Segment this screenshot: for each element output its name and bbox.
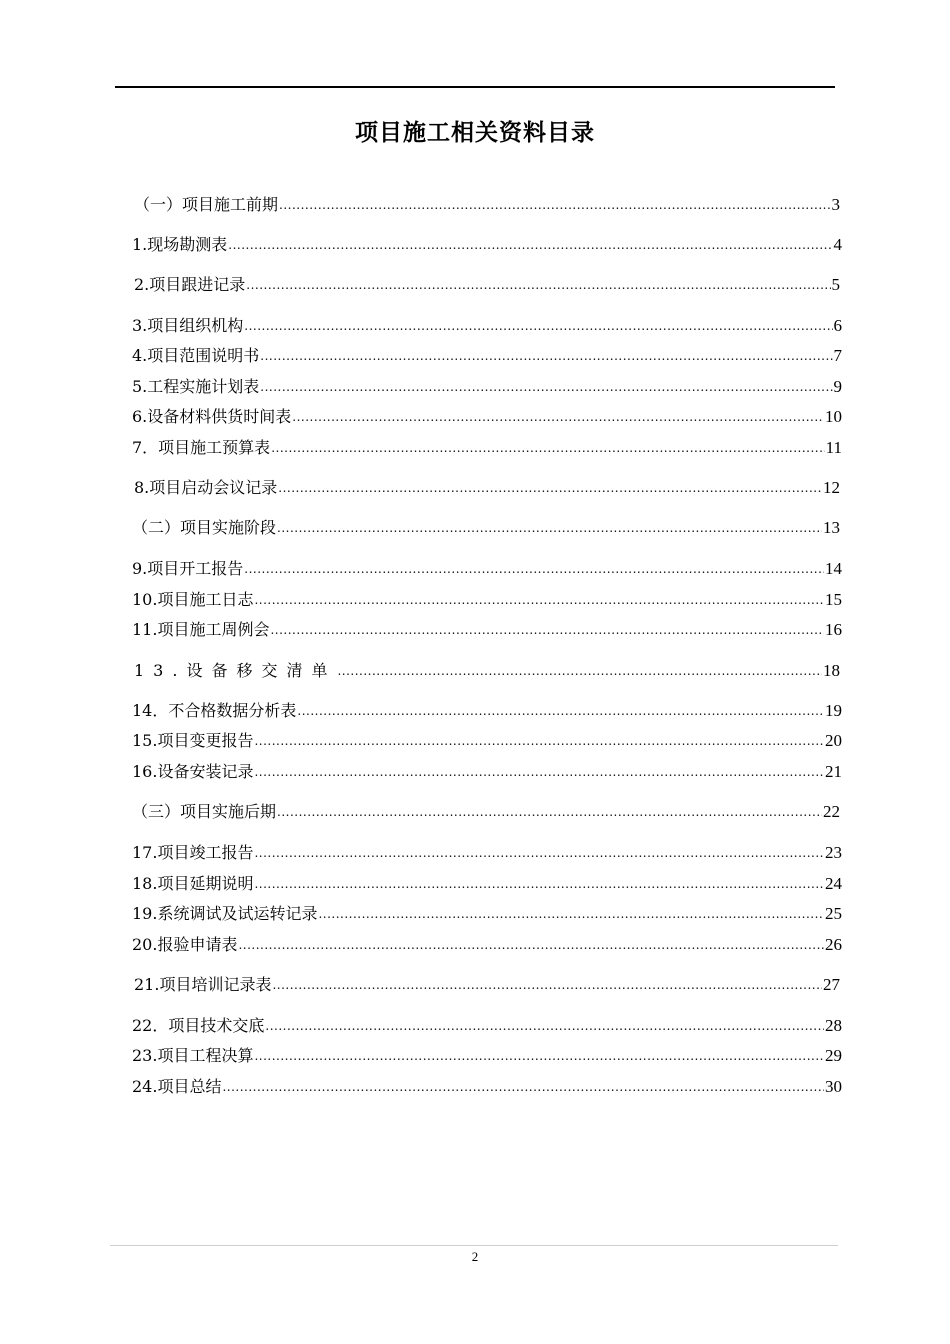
toc-entry-15[interactable] (132, 730, 842, 753)
toc-entry-8[interactable] (134, 477, 840, 500)
toc-dot-leader (271, 437, 824, 459)
toc-entry-page: 24 (825, 874, 842, 893)
toc-entry-label: 16.设备安装记录 (132, 762, 254, 781)
toc-entry-5[interactable] (132, 376, 842, 399)
toc-entry-page: 16 (825, 620, 842, 639)
toc-dot-leader (254, 1045, 824, 1067)
toc-entry-6[interactable] (132, 406, 842, 429)
toc-entry-label: 4.项目范围说明书 (132, 346, 260, 365)
toc-dot-leader (297, 700, 824, 722)
toc-entry-page: 12 (823, 478, 840, 497)
toc-entry-2[interactable] (134, 274, 840, 297)
toc-entry-page: 26 (825, 935, 842, 954)
footer-rule (110, 1245, 838, 1246)
toc-entry-page: 29 (825, 1046, 842, 1065)
toc-entry-17[interactable] (132, 842, 842, 865)
toc-dot-leader (279, 194, 830, 216)
toc-entry-label: 1.现场勘测表 (132, 235, 228, 254)
toc-dot-leader (254, 842, 824, 864)
header-rule (115, 86, 835, 88)
toc-entry-3[interactable] (132, 315, 842, 338)
toc-dot-leader (246, 274, 830, 296)
toc-entry-label: 19.系统调试及试运转记录 (132, 904, 318, 923)
toc-dot-leader (228, 234, 832, 256)
toc-entry-page: 14 (825, 559, 842, 578)
toc-entry-page: 13 (823, 518, 840, 537)
toc-dot-leader (222, 1076, 824, 1098)
toc-entry-13[interactable] (134, 660, 840, 683)
toc-entry-page: 30 (825, 1077, 842, 1096)
toc-dot-leader (260, 376, 832, 398)
toc-entry-page: 28 (825, 1016, 842, 1035)
toc-entry-24[interactable] (132, 1076, 842, 1099)
toc-entry-page: 9 (833, 377, 842, 396)
toc-entry-label: 13.设备移交清单 (134, 661, 337, 680)
toc-entry-label: 18.项目延期说明 (132, 874, 254, 893)
toc-dot-leader (244, 315, 832, 337)
toc-dot-leader (254, 730, 824, 752)
toc-dot-leader (337, 660, 822, 682)
toc-entry-page: 23 (825, 843, 842, 862)
toc-dot-leader (238, 934, 824, 956)
toc-entry-page: 25 (825, 904, 842, 923)
toc-entry-22[interactable] (132, 1015, 842, 1038)
toc-entry-section-3[interactable] (132, 801, 840, 824)
toc-dot-leader (254, 761, 824, 783)
toc-dot-leader (254, 873, 824, 895)
toc-dot-leader (318, 903, 824, 925)
toc-entry-page: 6 (833, 316, 842, 335)
toc-dot-leader (272, 974, 822, 996)
toc-entry-9[interactable] (132, 558, 842, 581)
toc-entry-page: 10 (825, 407, 842, 426)
toc-entry-label: 8.项目启动会议记录 (134, 478, 278, 497)
toc-dot-leader (277, 801, 822, 823)
toc-entry-page: 18 (823, 661, 840, 680)
toc-dot-leader (270, 619, 824, 641)
toc-entry-page: 19 (825, 701, 842, 720)
toc-entry-page: 11 (825, 438, 842, 457)
toc-entry-7[interactable] (132, 437, 842, 460)
toc-entry-label: 23.项目工程决算 (132, 1046, 254, 1065)
toc-entry-label: 24.项目总结 (132, 1077, 222, 1096)
toc-entry-page: 3 (831, 195, 840, 214)
toc-entry-page: 15 (825, 590, 842, 609)
toc-entry-section-2[interactable] (132, 517, 840, 540)
toc-entry-page: 21 (825, 762, 842, 781)
toc-entry-label: 14．不合格数据分析表 (132, 701, 297, 720)
toc-entry-label: 15.项目变更报告 (132, 731, 254, 750)
toc-entry-label: 3.项目组织机构 (132, 316, 244, 335)
toc-entry-label: 6.设备材料供货时间表 (132, 407, 292, 426)
page-number: 2 (471, 1249, 479, 1264)
toc-entry-section-1[interactable] (134, 194, 840, 217)
toc-entry-label: 20.报验申请表 (132, 935, 238, 954)
toc-entry-10[interactable] (132, 589, 842, 612)
toc-entry-page: 20 (825, 731, 842, 750)
toc-dot-leader (254, 589, 824, 611)
toc-entry-1[interactable] (132, 234, 842, 257)
toc-entry-label: （三）项目实施后期 (132, 802, 277, 821)
toc-dot-leader (277, 517, 822, 539)
toc-entry-label: （二）项目实施阶段 (132, 518, 277, 537)
toc-entry-20[interactable] (132, 934, 842, 957)
toc-entry-page: 22 (823, 802, 840, 821)
toc-entry-label: 21.项目培训记录表 (134, 975, 272, 994)
toc-entry-label: 5.工程实施计划表 (132, 377, 260, 396)
toc-entry-label: 11.项目施工周例会 (132, 620, 270, 639)
document-title: 项目施工相关资料目录 (355, 120, 595, 146)
toc-entry-18[interactable] (132, 873, 842, 896)
toc-entry-label: 22．项目技术交底 (132, 1016, 265, 1035)
toc-entry-label: 2.项目跟进记录 (134, 275, 246, 294)
toc-entry-label: 9.项目开工报告 (132, 559, 244, 578)
toc-entry-label: 7．项目施工预算表 (132, 438, 271, 457)
toc-entry-page: 5 (831, 275, 840, 294)
toc-entry-page: 7 (833, 346, 842, 365)
toc-dot-leader (292, 406, 824, 428)
toc-entry-19[interactable] (132, 903, 842, 926)
toc-entry-label: 10.项目施工日志 (132, 590, 254, 609)
toc-entry-21[interactable] (134, 974, 840, 997)
toc-entry-23[interactable] (132, 1045, 842, 1068)
toc-entry-page: 27 (823, 975, 840, 994)
toc-entry-11[interactable] (132, 619, 842, 642)
toc-dot-leader (260, 345, 832, 367)
toc-entry-label: （一）项目施工前期 (134, 195, 279, 214)
toc-entry-page: 4 (833, 235, 842, 254)
toc-entry-16[interactable] (132, 761, 842, 784)
toc-entry-label: 17.项目竣工报告 (132, 843, 254, 862)
toc-entry-4[interactable] (132, 345, 842, 368)
toc-dot-leader (244, 558, 824, 580)
toc-entry-14[interactable] (132, 700, 842, 723)
toc-dot-leader (278, 477, 822, 499)
toc-dot-leader (265, 1015, 824, 1037)
